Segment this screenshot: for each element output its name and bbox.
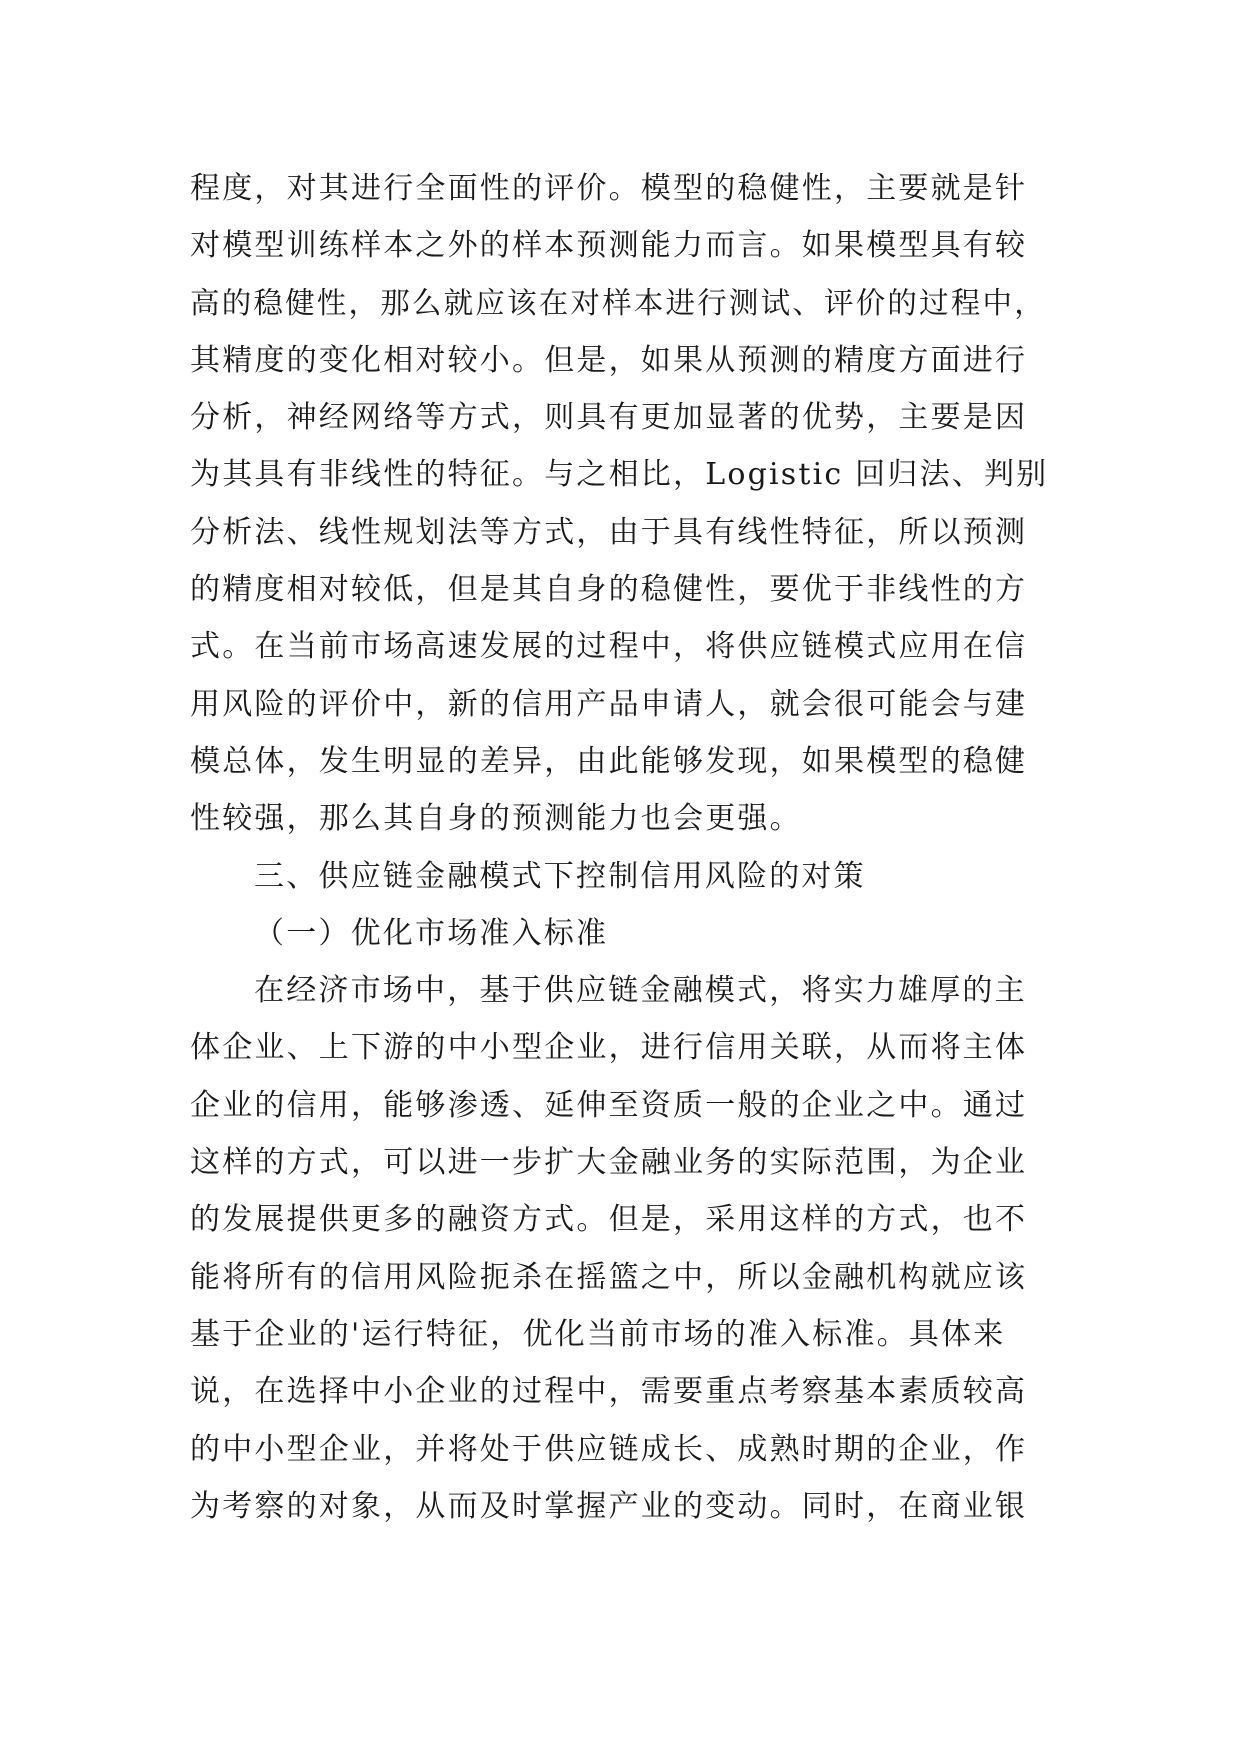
text-line: 为其具有非线性的特征。与之相比，Logistic 回归法、判别 [190, 457, 1049, 493]
text-line: 其精度的变化相对较小。但是，如果从预测的精度方面进行 [190, 342, 1028, 378]
text-line: 的发展提供更多的融资方式。但是，采用这样的方式，也不 [190, 1202, 1028, 1238]
body-text [190, 160, 1050, 1535]
text-line: 企业的信用，能够渗透、延伸至资质一般的企业之中。通过 [190, 1087, 1028, 1123]
text-line: 模总体，发生明显的差异，由此能够发现，如果模型的稳健 [190, 743, 1028, 779]
text-line: 的中小型企业，并将处于供应链成长、成熟时期的企业，作 [190, 1431, 1028, 1467]
text-line: 性较强，那么其自身的预测能力也会更强。 [190, 801, 802, 837]
text-line: 说，在选择中小企业的过程中，需要重点考察基本素质较高 [190, 1374, 1028, 1410]
text-line: 能将所有的信用风险扼杀在摇篮之中，所以金融机构就应该 [190, 1259, 1028, 1295]
text-line: 用风险的评价中，新的信用产品申请人，就会很可能会与建 [190, 686, 1028, 722]
text-line: 式。在当前市场高速发展的过程中，将供应链模式应用在信 [190, 629, 1028, 665]
text-line: 分析，神经网络等方式，则具有更加显著的优势，主要是因 [190, 400, 1028, 436]
text-line: 这样的方式，可以进一步扩大金融业务的实际范围，为企业 [190, 1145, 1028, 1181]
text-line: 高的稳健性，那么就应该在对样本进行测试、评价的过程中， [190, 285, 1046, 320]
text-line: （一）优化市场准入标准 [254, 915, 609, 951]
text-line: 基于企业的'运行特征，优化当前市场的准入标准。具体来 [190, 1316, 1006, 1352]
text-line: 的精度相对较低，但是其自身的稳健性，要优于非线性的方 [190, 572, 1028, 608]
text-line: 对模型训练样本之外的样本预测能力而言。如果模型具有较 [190, 228, 1028, 264]
text-line: 三、供应链金融模式下控制信用风险的对策 [254, 858, 866, 894]
text-line: 体企业、上下游的中小型企业，进行信用关联，从而将主体 [190, 1030, 1028, 1066]
text-line: 程度，对其进行全面性的评价。模型的稳健性，主要就是针 [190, 171, 1028, 206]
text-line: 分析法、线性规划法等方式，由于具有线性特征，所以预测 [190, 514, 1028, 550]
text-line: 在经济市场中，基于供应链金融模式，将实力雄厚的主 [254, 973, 1027, 1009]
text-line: 为考察的对象，从而及时掌握产业的变动。同时，在商业银 [190, 1488, 1028, 1524]
